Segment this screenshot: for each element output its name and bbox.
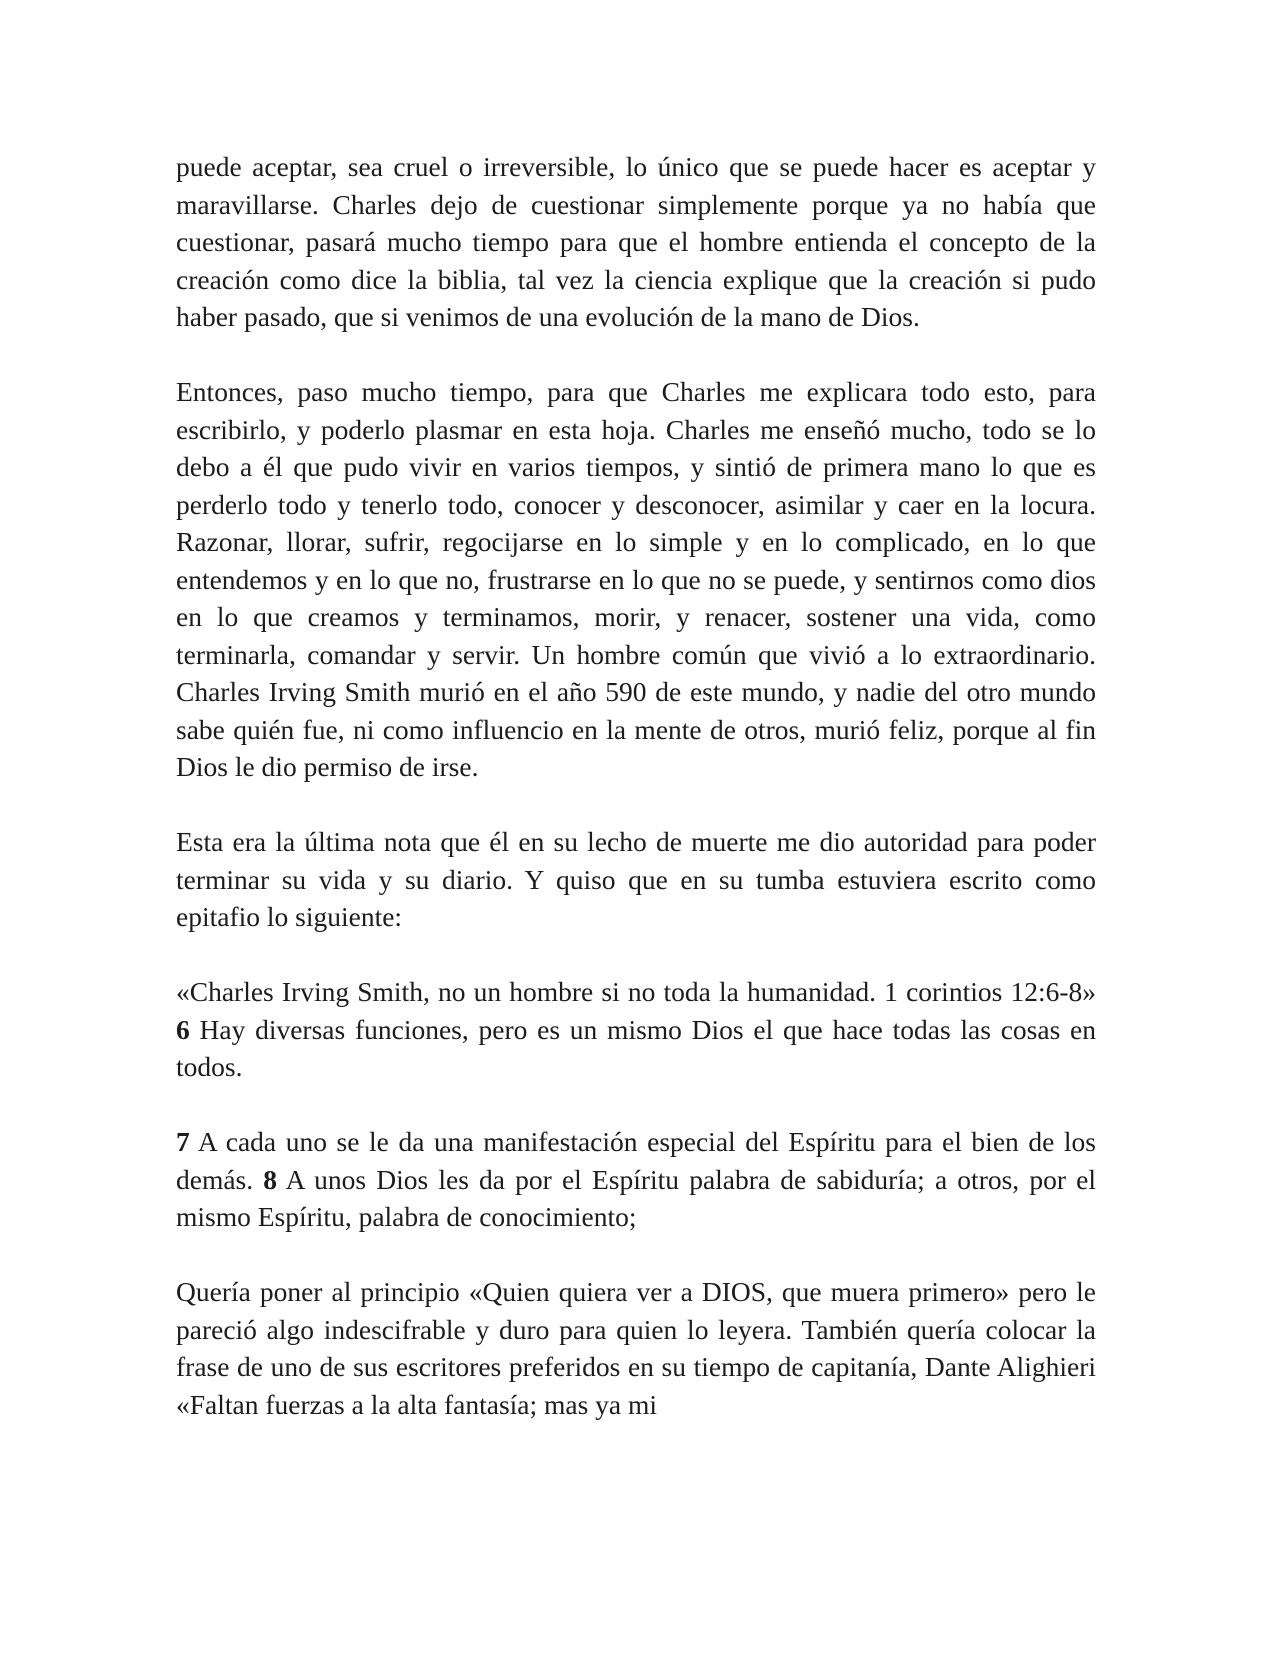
paragraph-2-text: Entonces, paso mucho tiempo, para que Charles me explicara todo esto, para escribirlo, y poderlo plasmar en esta hoja. Charles me enseñó mucho, todo se lo debo a él que pudo vivir en varios tiempos, y sintió de primera mano lo que es perderlo todo y tenerlo todo, conocer y desconocer, asimilar y caer en la locura. Razonar, llorar, sufrir, regocijarse en lo simple y en lo complicado, en lo que entendemos y en lo que no, frustrarse en lo que no se puede, y sentirnos como dios en lo que creamos y terminamos, morir, y renacer, sostener una vida, como terminarla, comandar y servir. Un hombre común que vivió a lo extraordinario. Charles Irving Smith murió en el año 590 de este mundo, y nadie del otro mundo sabe quién fue, ni como influencio en la mente de otros, murió feliz, porque al fin Dios le dio permiso de irse. [176,376,1096,782]
paragraph-1-text: puede aceptar, sea cruel o irreversible, lo único que se puede hacer es aceptar y maravillarse. Charles dejo de cuestionar simplemente porque ya no había que cuestionar, pasará mucho tiempo para que el hombre entienda el concepto de la creación como dice la biblia, tal vez la ciencia explique que la creación si pudo haber pasado, que si venimos de una evolución de la mano de Dios. [176,151,1096,332]
verse-number-7: 7 [176,1126,190,1157]
paragraph-1 [176,148,1096,336]
epitaph-quote: «Charles Irving Smith, no un hombre si no toda la humanidad. 1 corintios 12:6-8» [176,976,1096,1007]
paragraph-6 [176,1273,1096,1423]
paragraph-6-text: Quería poner al principio «Quien quiera ver a DIOS, que muera primero» pero le pareció algo indescifrable y duro para quien lo leyera. También quería colocar la frase de uno de sus escritores preferidos en su tiempo de capitanía, Dante Alighieri «Faltan fuerzas a la alta fantasía; mas ya mi [176,1276,1096,1420]
verse-7-text: A cada uno se le da una manifestación especial del Espíritu para el bien de los demás. [176,1126,1096,1195]
verse-number-8: 8 [263,1163,278,1195]
verse-6-text: Hay diversas funciones, pero es un mismo Dios el que hace todas las cosas en todos. [176,1013,1096,1082]
paragraph-3-text: Esta era la última nota que él en su lecho de muerte me dio autoridad para poder terminar su vida y su diario. Y quiso que en su tumba estuviera escrito como epitafio lo siguiente: [176,826,1096,932]
paragraph-5-verses [176,1123,1096,1236]
paragraph-3 [176,823,1096,936]
verse-8-text: A unos Dios les da por el Espíritu palabra de sabiduría; a otros, por el mismo Espíritu, palabra de conocimiento; [176,1163,1096,1232]
body-text [176,148,1096,1423]
paragraph-2 [176,373,1096,786]
verse-number-6: 6 [176,1013,190,1045]
paragraph-4-epitaph [176,973,1096,1086]
